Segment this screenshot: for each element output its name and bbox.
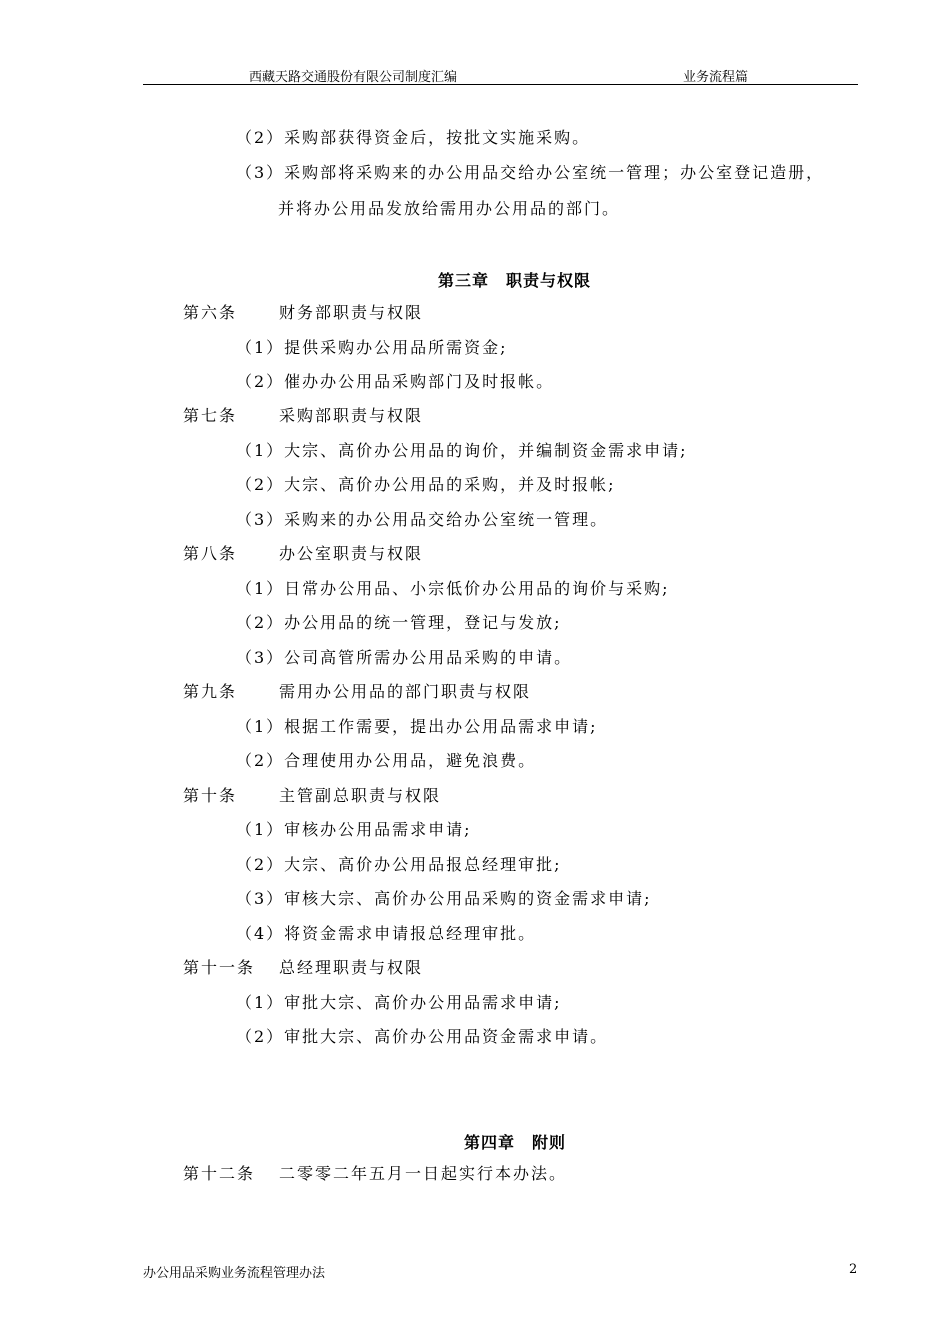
article-title: 总经理职责与权限: [279, 958, 424, 977]
article-number: 第十一条: [183, 958, 256, 977]
article-number: 第十二条: [183, 1164, 256, 1183]
article-heading: [183, 958, 423, 978]
chapter-heading: 第三章 职责与权限: [438, 271, 592, 290]
article-item: （2）大宗、高价办公用品报总经理审批;: [236, 855, 562, 874]
article-item: （2）催办办公用品采购部门及时报帐。: [236, 372, 555, 391]
article-number: 第七条: [183, 406, 238, 425]
article-number: 第十条: [183, 786, 238, 805]
page-header: [143, 64, 858, 85]
article-item: （1）日常办公用品、小宗低价办公用品的询价与采购;: [236, 579, 670, 598]
article-item: （3）公司高管所需办公用品采购的申请。: [236, 648, 573, 667]
page-number: 2: [849, 1262, 858, 1277]
article-heading: [183, 682, 531, 702]
article-item: （1）审批大宗、高价办公用品需求申请;: [236, 993, 562, 1012]
article-item: （1）大宗、高价办公用品的询价，并编制资金需求申请;: [236, 441, 688, 460]
article-title: 采购部职责与权限: [279, 406, 424, 425]
article-item: （2）大宗、高价办公用品的采购，并及时报帐;: [236, 475, 616, 494]
article-heading: [183, 303, 423, 323]
article-title: 主管副总职责与权限: [279, 786, 442, 805]
article-heading: [183, 544, 423, 564]
chapter-heading: 第四章 附则: [464, 1133, 567, 1152]
article-number: 第八条: [183, 544, 238, 563]
article-item: （2）合理使用办公用品，避免浪费。: [236, 751, 537, 770]
article-item: （2）审批大宗、高价办公用品资金需求申请。: [236, 1027, 609, 1046]
article-item: （1）提供采购办公用品所需资金;: [236, 338, 508, 357]
article-item: （4）将资金需求申请报总经理审批。: [236, 924, 537, 943]
article-title: 二零零二年五月一日起实行本办法。: [279, 1164, 568, 1183]
article-item: （2）办公用品的统一管理，登记与发放;: [236, 613, 562, 632]
article-heading: [183, 1164, 567, 1184]
intro-item: （2）采购部获得资金后，按批文实施采购。: [236, 128, 591, 147]
article-number: 第六条: [183, 303, 238, 322]
article-item: （1）根据工作需要，提出办公用品需求申请;: [236, 717, 598, 736]
intro-item-continuation: 并将办公用品发放给需用办公用品的部门。: [278, 199, 621, 218]
intro-item: （3）采购部将采购来的办公用品交给办公室统一管理；办公室登记造册，: [236, 163, 825, 182]
article-title: 需用办公用品的部门职责与权限: [279, 682, 532, 701]
article-heading: [183, 786, 441, 806]
article-title: 财务部职责与权限: [279, 303, 424, 322]
article-heading: [183, 406, 423, 426]
article-item: （3）采购来的办公用品交给办公室统一管理。: [236, 510, 609, 529]
header-company-title: 西藏天路交通股份有限公司制度汇编: [249, 70, 458, 85]
article-title: 办公室职责与权限: [279, 544, 424, 563]
article-number: 第九条: [183, 682, 238, 701]
article-item: （1）审核办公用品需求申请;: [236, 820, 472, 839]
article-item: （3）审核大宗、高价办公用品采购的资金需求申请;: [236, 889, 652, 908]
header-section-title: 业务流程篇: [683, 70, 749, 85]
footer-document-title: 办公用品采购业务流程管理办法: [143, 1266, 326, 1281]
